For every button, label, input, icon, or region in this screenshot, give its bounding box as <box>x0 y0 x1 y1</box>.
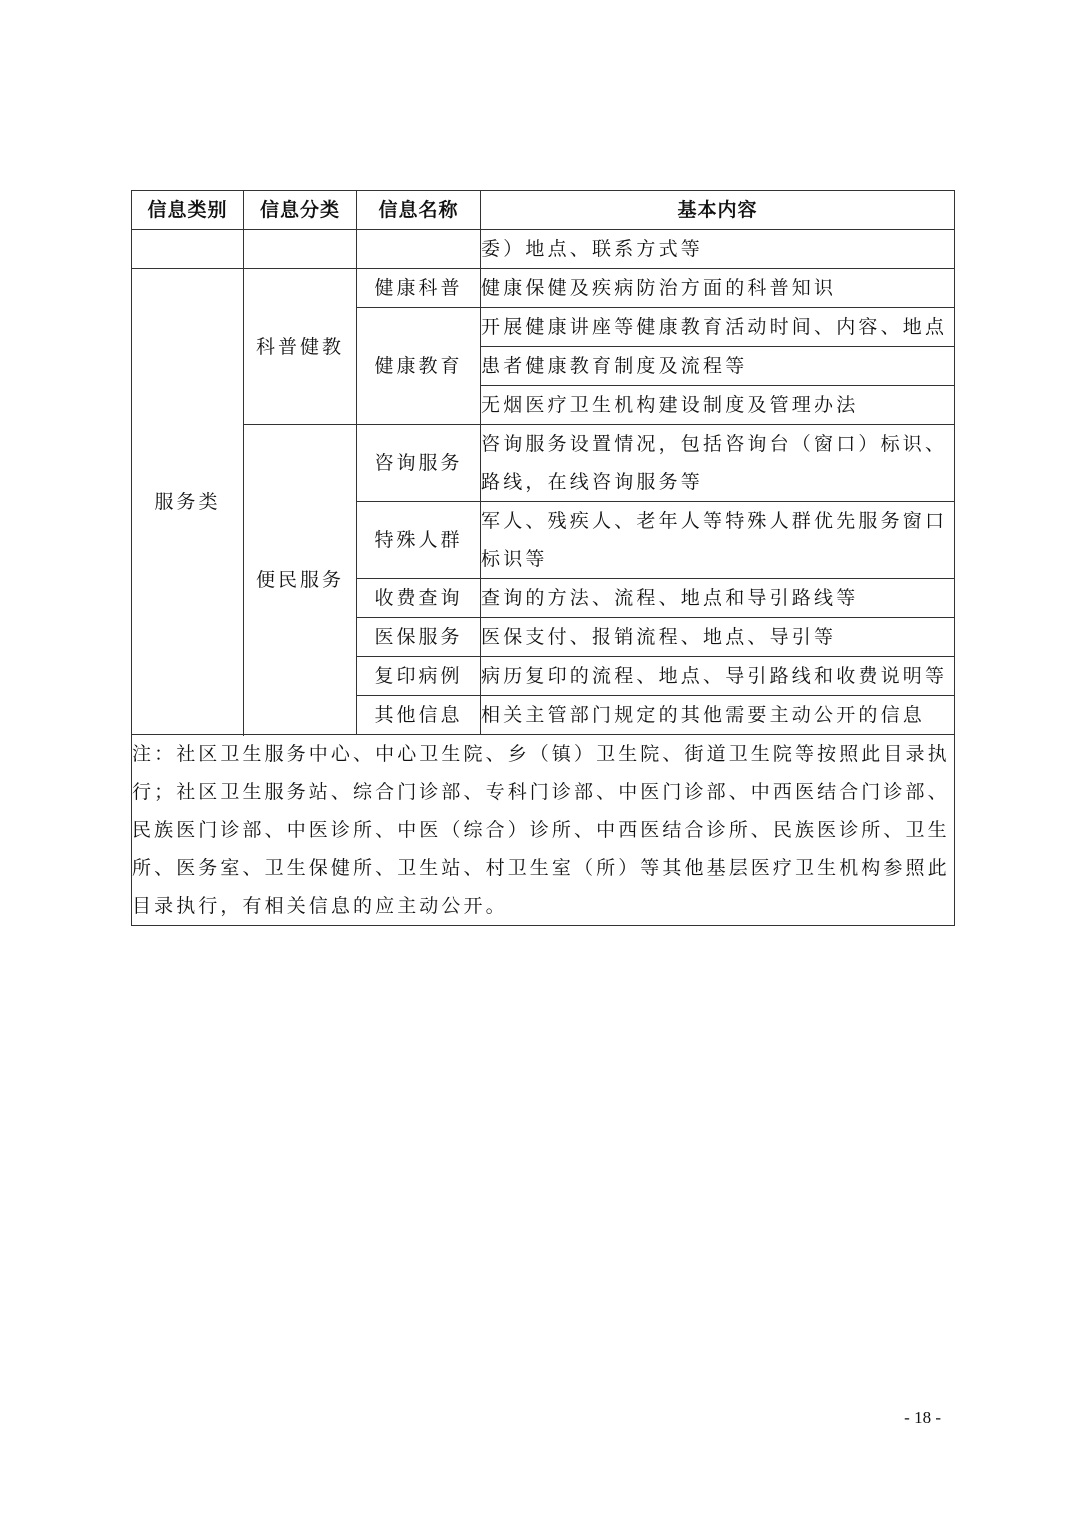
item-content: 患者健康教育制度及流程等 <box>481 347 955 386</box>
item-content: 医保支付、报销流程、地点、导引等 <box>481 618 955 657</box>
item-content: 咨询服务设置情况，包括咨询台（窗口）标识、路线，在线咨询服务等 <box>481 425 955 502</box>
item-content: 健康保健及疾病防治方面的科普知识 <box>481 269 955 308</box>
page-number: - 18 - <box>904 1408 941 1427</box>
item-content: 病历复印的流程、地点、导引路线和收费说明等 <box>481 657 955 696</box>
header-basic-content: 基本内容 <box>481 191 955 230</box>
item-name: 其他信息 <box>357 696 481 735</box>
item-name: 特殊人群 <box>357 502 481 579</box>
table-row <box>132 230 955 269</box>
empty-cell <box>244 230 357 269</box>
item-name: 健康科普 <box>357 269 481 308</box>
table-note: 注：社区卫生服务中心、中心卫生院、乡（镇）卫生院、街道卫生院等按照此目录执行；社区卫生服务站、综合门诊部、专科门诊部、中医门诊部、中西医结合门诊部、民族医门诊部、中医诊所、中医（综合）诊所、中西医结合诊所、民族医诊所、卫生所、医务室、卫生保健所、卫生站、村卫生室（所）等其他基层医疗卫生机构参照此目录执行，有相关信息的应主动公开。 <box>132 735 955 926</box>
empty-cell <box>357 230 481 269</box>
item-content: 军人、残疾人、老年人等特殊人群优先服务窗口标识等 <box>481 502 955 579</box>
item-name: 收费查询 <box>357 579 481 618</box>
category-cell: 服务类 <box>132 269 244 735</box>
header-info-category: 信息类别 <box>132 191 244 230</box>
group-cell-convenience: 便民服务 <box>244 425 357 735</box>
continued-content: 委）地点、联系方式等 <box>481 230 955 269</box>
item-content: 查询的方法、流程、地点和导引路线等 <box>481 579 955 618</box>
item-content: 开展健康讲座等健康教育活动时间、内容、地点 <box>481 308 955 347</box>
table-row <box>132 269 955 308</box>
header-info-classification: 信息分类 <box>244 191 357 230</box>
item-name: 健康教育 <box>357 308 481 425</box>
info-catalog-table <box>131 190 955 926</box>
header-info-name: 信息名称 <box>357 191 481 230</box>
group-cell-science-edu: 科普健教 <box>244 269 357 425</box>
item-name: 咨询服务 <box>357 425 481 502</box>
item-content: 无烟医疗卫生机构建设制度及管理办法 <box>481 386 955 425</box>
empty-cell <box>132 230 244 269</box>
table-header-row <box>132 191 955 230</box>
item-content: 相关主管部门规定的其他需要主动公开的信息 <box>481 696 955 735</box>
item-name: 医保服务 <box>357 618 481 657</box>
item-name: 复印病例 <box>357 657 481 696</box>
note-row <box>132 735 955 926</box>
